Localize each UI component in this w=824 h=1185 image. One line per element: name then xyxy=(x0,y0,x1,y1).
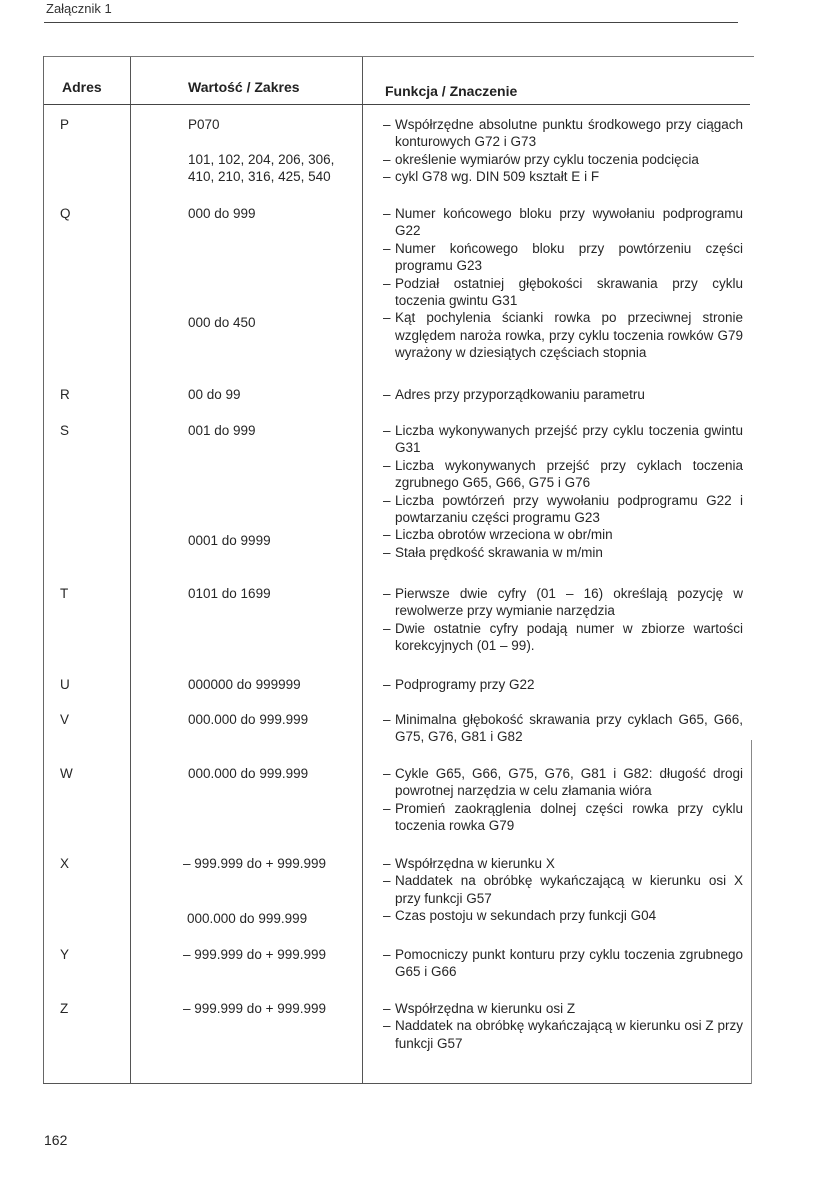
row-value: – 999.999 do + 999.999 xyxy=(183,947,327,962)
row-functions xyxy=(383,1000,743,1052)
row-value: – 999.999 do + 999.999 xyxy=(183,856,327,871)
row-address: S xyxy=(60,423,70,438)
row-values xyxy=(188,422,358,548)
row-values xyxy=(188,711,358,728)
row-value: 0001 do 9999 xyxy=(188,533,271,548)
page-number: 162 xyxy=(44,1132,68,1148)
row-value: 000.000 do 999.999 xyxy=(187,911,308,926)
row-values xyxy=(183,946,353,963)
function-item: – cykl G78 wg. DIN 509 kształt E i F xyxy=(383,168,743,185)
column-divider xyxy=(130,57,131,1084)
function-item: – Numer końcowego bloku przy wywołaniu podprogramu G22 xyxy=(383,205,743,240)
row-functions xyxy=(383,855,743,925)
column-header-value: Wartość / Zakres xyxy=(188,79,300,95)
row-functions xyxy=(383,116,743,186)
function-item: – określenie wymiarów przy cyklu toczenia podcięcia xyxy=(383,151,743,168)
row-address: V xyxy=(60,712,70,727)
table-frame-left xyxy=(43,56,44,1084)
table-frame-top xyxy=(44,56,754,57)
function-item: – Cykle G65, G66, G75, G76, G81 i G82: długość drogi powrotnej narzędzia w celu złamania wióra xyxy=(383,765,743,800)
row-value: 101, 102, 204, 206, 306, 410, 210, 316, 425, 540 xyxy=(188,152,335,185)
row-value: 000 do 450 xyxy=(188,315,256,330)
function-item: – Pierwsze dwie cyfry (01 – 16) określają pozycję w rewolwerze przy wymianie narzędzia xyxy=(383,585,743,620)
function-item: – Adres przy przyporządkowaniu parametru xyxy=(383,386,743,403)
function-item: – Numer końcowego bloku przy powtórzeniu części programu G23 xyxy=(383,240,743,275)
row-value: 001 do 999 xyxy=(188,423,256,438)
row-value: 000.000 do 999.999 xyxy=(188,712,309,727)
function-item: – Promień zaokrąglenia dolnej części rowka przy cyklu toczenia rowka G79 xyxy=(383,800,743,835)
function-item: – Podział ostatniej głębokości skrawania przy cyklu toczenia gwintu G31 xyxy=(383,275,743,310)
row-value: 000.000 do 999.999 xyxy=(188,766,309,781)
function-item: – Naddatek na obróbkę wykańczającą w kierunku osi X przy funkcji G57 xyxy=(383,872,743,907)
function-item: – Pomocniczy punkt konturu przy cyklu toczenia zgrubnego G65 i G66 xyxy=(383,946,743,981)
function-item: – Podprogramy przy G22 xyxy=(383,676,743,693)
function-item: – Naddatek na obróbkę wykańczającą w kierunku osi Z przy funkcji G57 xyxy=(383,1017,743,1052)
row-values xyxy=(188,765,358,782)
function-item: – Stała prędkość skrawania w m/min xyxy=(383,544,743,561)
row-address: W xyxy=(60,766,73,781)
column-header-function: Funkcja / Znaczenie xyxy=(385,83,518,99)
row-functions xyxy=(383,946,743,981)
row-functions xyxy=(383,386,743,403)
row-value: 00 do 99 xyxy=(188,387,241,402)
row-functions xyxy=(383,765,743,835)
row-value: 000 do 999 xyxy=(188,206,256,221)
row-value: 0101 do 1699 xyxy=(188,586,271,601)
header-rule xyxy=(44,22,738,23)
row-values xyxy=(183,855,353,926)
row-address: R xyxy=(60,387,70,402)
function-item: – Współrzędna w kierunku X xyxy=(383,855,743,872)
row-functions xyxy=(383,585,743,655)
row-address: Y xyxy=(60,947,70,962)
function-item: – Minimalna głębokość skrawania przy cyklach G65, G66, G75, G76, G81 i G82 xyxy=(383,711,743,746)
table-frame-right xyxy=(751,740,752,1084)
row-values xyxy=(188,116,358,185)
column-divider xyxy=(362,57,363,1084)
function-item: – Liczba obrotów wrzeciona w obr/min xyxy=(383,526,743,543)
header-row-rule xyxy=(44,104,750,105)
row-values xyxy=(188,386,358,403)
function-item: – Liczba wykonywanych przejść przy cyklu toczenia gwintu G31 xyxy=(383,422,743,457)
function-item: – Liczba wykonywanych przejść przy cyklach toczenia zgrubnego G65, G66, G75 i G76 xyxy=(383,457,743,492)
row-values xyxy=(188,205,358,330)
row-value: – 999.999 do + 999.999 xyxy=(183,1001,327,1016)
row-functions xyxy=(383,205,743,362)
table-frame-bottom xyxy=(43,1083,751,1084)
row-functions xyxy=(383,676,743,693)
row-value: P070 xyxy=(188,117,220,132)
row-address: P xyxy=(60,117,70,132)
row-values xyxy=(188,585,358,602)
row-values xyxy=(188,676,358,693)
row-functions xyxy=(383,711,743,746)
row-address: T xyxy=(60,586,69,601)
function-item: – Dwie ostatnie cyfry podają numer w zbiorze wartości korekcyjnych (01 – 99). xyxy=(383,620,743,655)
row-address: Z xyxy=(60,1001,69,1016)
function-item: – Czas postoju w sekundach przy funkcji G04 xyxy=(383,907,743,924)
function-item: – Współrzędne absolutne punktu środkowego przy ciągach konturowych G72 i G73 xyxy=(383,116,743,151)
row-address: X xyxy=(60,856,70,871)
row-address: Q xyxy=(60,206,71,221)
column-header-address: Adres xyxy=(62,79,102,95)
row-value: 000000 do 999999 xyxy=(188,677,301,692)
row-functions xyxy=(383,422,743,561)
function-item: – Liczba powtórzeń przy wywołaniu podprogramu G22 i powtarzaniu części programu G23 xyxy=(383,492,743,527)
page-header-title: Załącznik 1 xyxy=(46,1,112,16)
function-item: – Współrzędna w kierunku osi Z xyxy=(383,1000,743,1017)
function-item: – Kąt pochylenia ścianki rowka po przeciwnej stronie względem naroża rowka, przy cyklu toczenia rowków G79 wyrażony w dziesiątych częściach stopnia xyxy=(383,309,743,361)
row-values xyxy=(183,1000,353,1017)
row-address: U xyxy=(60,677,70,692)
